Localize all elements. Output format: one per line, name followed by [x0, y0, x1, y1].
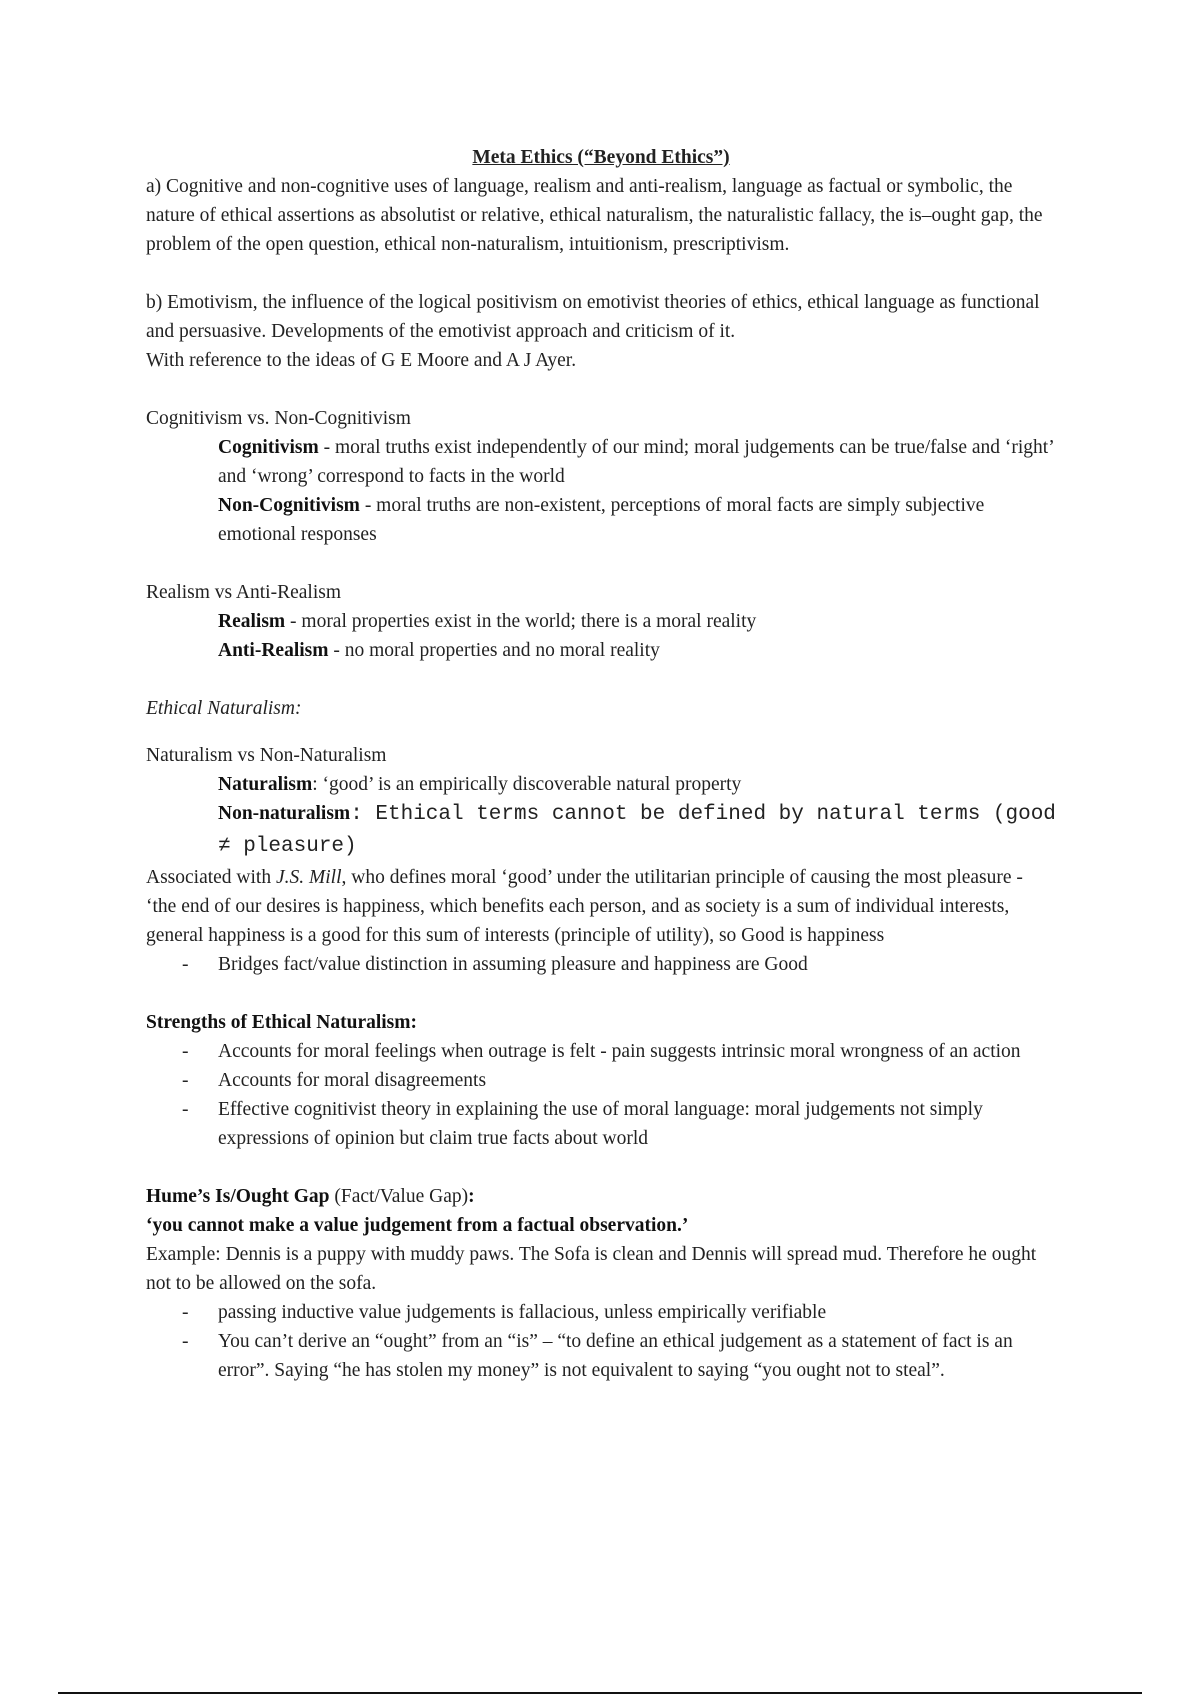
- non-naturalism-text: : Ethical terms cannot be defined by natural terms (good ≠ pleasure): [218, 803, 1056, 858]
- dash-bullet: -: [182, 954, 189, 975]
- hume-example: Example: Dennis is a puppy with muddy paws. The Sofa is clean and Dennis will spread mud. Therefore he ought not to be allowed on the sofa.: [146, 1244, 1037, 1294]
- list-item: [146, 1066, 1056, 1095]
- cognitivism-heading: Cognitivism vs. Non-Cognitivism: [146, 408, 411, 429]
- dash-bullet: -: [182, 1099, 189, 1120]
- hume-heading-colon: :: [468, 1186, 475, 1207]
- document-body: [146, 143, 1056, 1385]
- naturalism-bullet-list: [146, 950, 1056, 979]
- realism-text: - moral properties exist in the world; there is a moral reality: [285, 611, 757, 632]
- list-item-text: You can’t derive an “ought” from an “is” – “to define an ethical judgement as a statement of fact is an error”. Saying “he has stolen my money” is not equivalent to saying “you ought not to steal”.: [218, 1331, 1013, 1381]
- footer-rule: [58, 1692, 1142, 1694]
- list-item: [146, 1037, 1056, 1066]
- anti-realism-definition: [146, 636, 1056, 665]
- hume-quote-text: ‘you cannot make a value judgement from a factual observation.’: [146, 1215, 689, 1236]
- list-item: [146, 1095, 1056, 1153]
- naturalism-text: : ‘good’ is an empirically discoverable natural property: [312, 774, 742, 795]
- strengths-heading-text: Strengths of Ethical Naturalism:: [146, 1012, 418, 1033]
- cognitivism-text: - moral truths exist independently of our mind; moral judgements can be true/false and ‘right’ and ‘wrong’ correspond to facts in the world: [218, 437, 1054, 487]
- non-cognitivism-text: - moral truths are non-existent, perceptions of moral facts are simply subjective emotional responses: [218, 495, 985, 545]
- intro-reference: With reference to the ideas of G E Moore and A J Ayer.: [146, 350, 577, 371]
- list-item: [146, 1327, 1056, 1385]
- hume-heading-bold: Hume’s Is/Ought Gap: [146, 1186, 330, 1207]
- list-item-text: Bridges fact/value distinction in assuming pleasure and happiness are Good: [218, 954, 808, 975]
- naturalism-term: Naturalism: [218, 774, 313, 795]
- non-naturalism-definition: [146, 799, 1056, 863]
- dash-bullet: -: [182, 1331, 189, 1352]
- realism-heading: Realism vs Anti-Realism: [146, 582, 341, 603]
- intro-paragraph-b: b) Emotivism, the influence of the logical positivism on emotivist theories of ethics, ethical language as functional and persuasive. Developments of the emotivist approach and criticism of it.: [146, 292, 1040, 342]
- naturalism-definition: [146, 770, 1056, 799]
- cognitivism-definition: [146, 433, 1056, 491]
- list-item-text: Effective cognitivist theory in explaining the use of moral language: moral judgements not simply expressions of opinion but claim true facts about world: [218, 1099, 983, 1149]
- non-naturalism-term: Non-naturalism: [218, 803, 351, 824]
- ethical-naturalism-title: [146, 694, 1056, 723]
- dash-bullet: -: [182, 1302, 189, 1323]
- hume-heading: [146, 1182, 1056, 1211]
- anti-realism-term: Anti-Realism: [218, 640, 329, 661]
- anti-realism-text: - no moral properties and no moral reality: [328, 640, 660, 661]
- strengths-bullet-list: [146, 1037, 1056, 1153]
- ethical-naturalism-title-text: Ethical Naturalism:: [146, 698, 302, 719]
- dash-bullet: -: [182, 1041, 189, 1062]
- list-item: [146, 950, 1056, 979]
- list-item-text: Accounts for moral feelings when outrage is felt - pain suggests intrinsic moral wrongness of an action: [218, 1041, 1021, 1062]
- hume-bullet-list: [146, 1298, 1056, 1385]
- non-cognitivism-definition: [146, 491, 1056, 549]
- list-item: [146, 1298, 1056, 1327]
- realism-definition: [146, 607, 1056, 636]
- non-cognitivism-term: Non-Cognitivism: [218, 495, 360, 516]
- page-title: Meta Ethics (“Beyond Ethics”): [472, 147, 730, 168]
- intro-paragraph-a: a) Cognitive and non-cognitive uses of language, realism and anti-realism, language as factual or symbolic, the nature of ethical assertions as absolutist or relative, ethical naturalism, the naturalistic fallacy, the is–ought gap, the problem of the open question, ethical non-naturalism, intuitionism, prescriptivism.: [146, 176, 1043, 255]
- dash-bullet: -: [182, 1070, 189, 1091]
- mill-name: J.S. Mill: [275, 867, 342, 888]
- mill-text-before: Associated with: [146, 867, 276, 888]
- list-item-text: passing inductive value judgements is fallacious, unless empirically verifiable: [218, 1302, 827, 1323]
- mill-paragraph: [146, 863, 1056, 950]
- strengths-heading: [146, 1008, 1056, 1037]
- cognitivism-term: Cognitivism: [218, 437, 319, 458]
- naturalism-heading: Naturalism vs Non-Naturalism: [146, 745, 387, 766]
- mill-text-after: , who defines moral ‘good’ under the utilitarian principle of causing the most pleasure - ‘the end of our desires is happiness, which benefits each person, and as society is a sum of individual interests, general happiness is a good for this sum of interests (principle of utility), so Good is happiness: [146, 867, 1023, 946]
- hume-quote: [146, 1211, 1056, 1240]
- hume-heading-normal: (Fact/Value Gap): [329, 1186, 469, 1207]
- list-item-text: Accounts for moral disagreements: [218, 1070, 487, 1091]
- realism-term: Realism: [218, 611, 286, 632]
